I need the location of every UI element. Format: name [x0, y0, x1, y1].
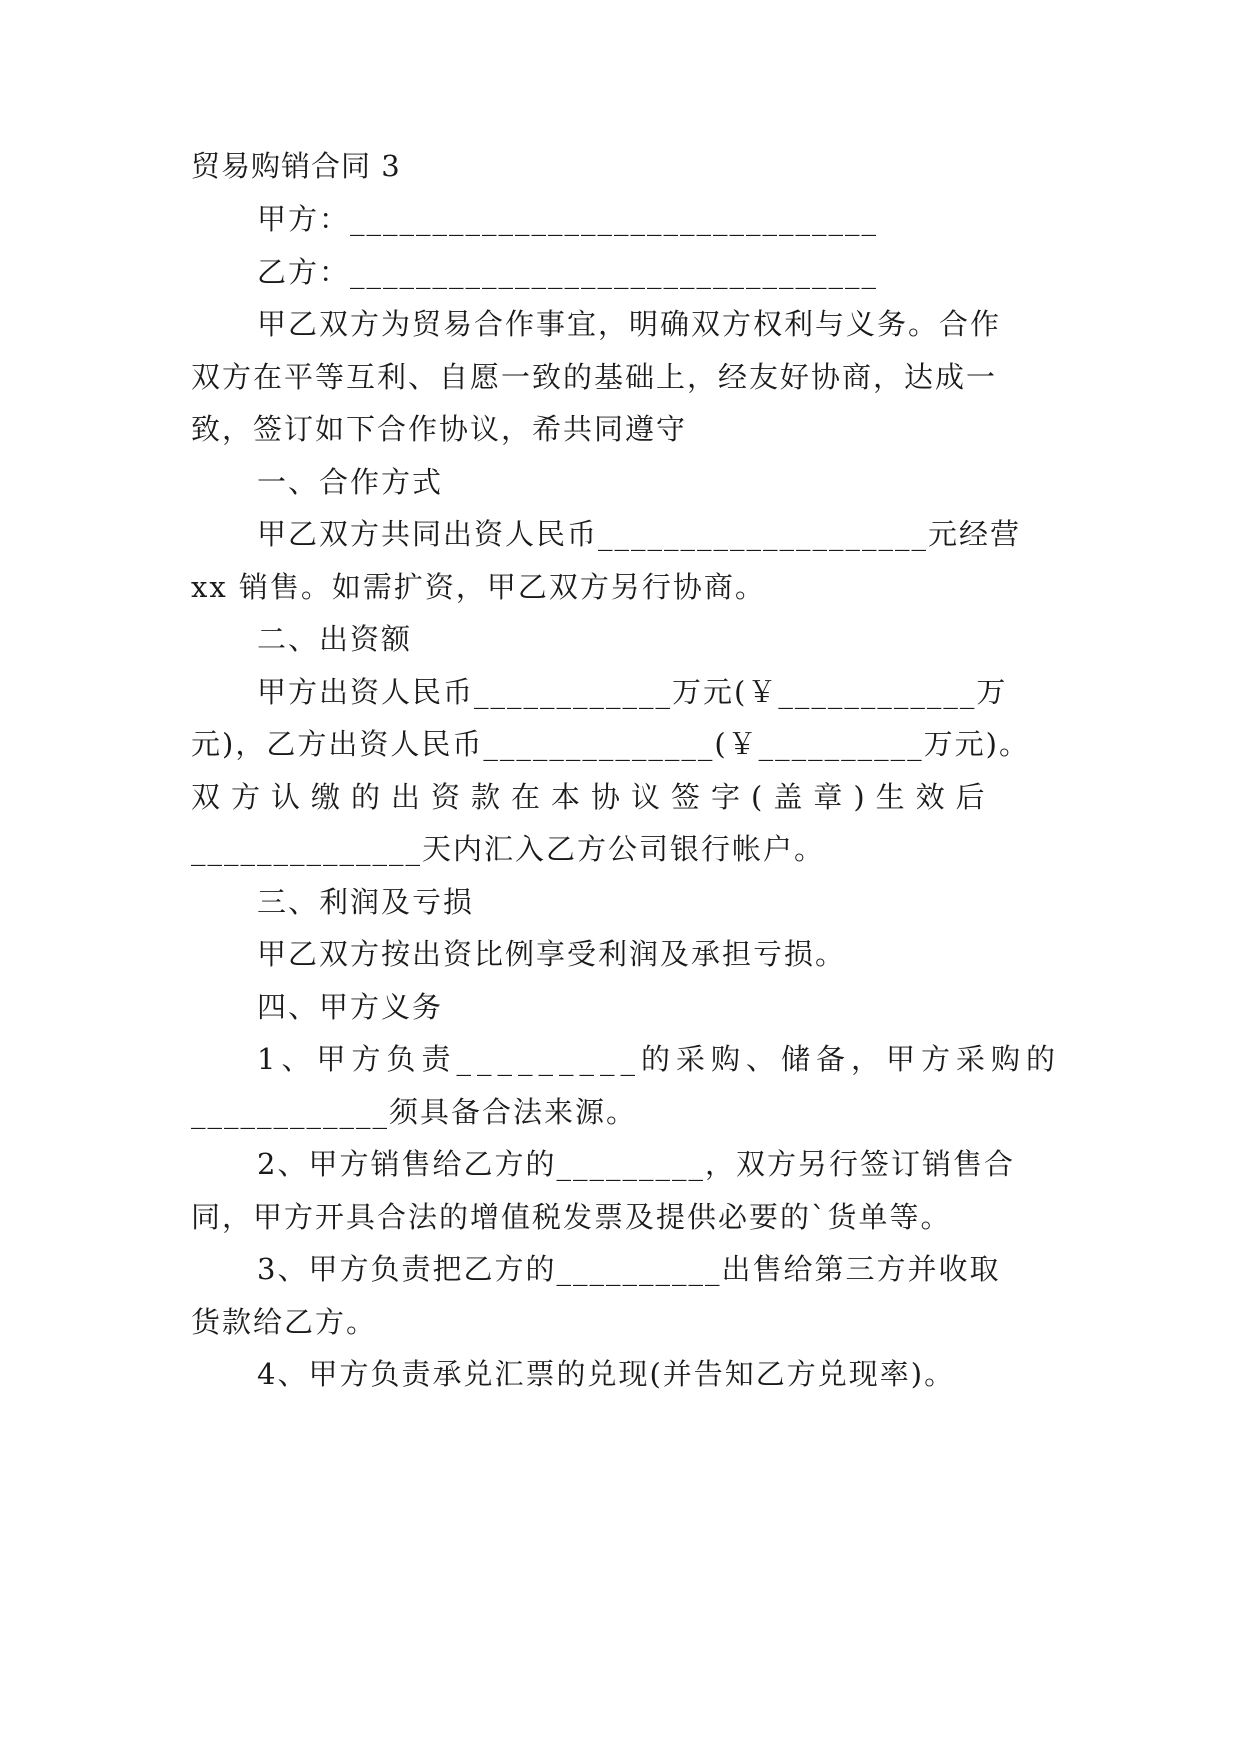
- party-a-line: 甲方：________________________________: [257, 202, 879, 236]
- section4-item-2-line-1: 2、甲方销售给乙方的_________，双方另行签订销售合: [257, 1147, 1015, 1181]
- section2-line-3: 双方认缴的出资款在本协议签字(盖章)生效后: [191, 780, 996, 814]
- section3-line-1: 甲乙双方按出资比例享受利润及承担亏损。: [257, 937, 847, 971]
- preamble-line-2: 双方在平等互利、自愿一致的基础上，经友好协商，达成一: [191, 360, 998, 394]
- section4-item-1-line-1: 1、甲方负责_________的采购、储备，甲方采购的: [257, 1042, 1061, 1076]
- section4-item-1-line-2: ____________须具备合法来源。: [191, 1095, 638, 1129]
- section4-heading: 四、甲方义务: [257, 990, 444, 1024]
- section2-line-2: 元)，乙方出资人民币______________(￥__________万元)。: [191, 727, 1030, 761]
- preamble-line-1: 甲乙双方为贸易合作事宜，明确双方权利与义务。合作: [257, 307, 1002, 341]
- document-title: 贸易购销合同 3: [191, 149, 401, 183]
- section4-item-3-line-2: 货款给乙方。: [191, 1305, 378, 1339]
- section4-item-4-line-1: 4、甲方负责承兑汇票的兑现(并告知乙方兑现率)。: [257, 1357, 956, 1391]
- section1-line-1: 甲乙双方共同出资人民币____________________元经营: [257, 517, 1022, 551]
- section4-item-2-line-2: 同，甲方开具合法的增值税发票及提供必要的`货单等。: [191, 1200, 952, 1234]
- section1-heading: 一、合作方式: [257, 465, 444, 499]
- section2-line-4: ______________天内汇入乙方公司银行帐户。: [191, 832, 826, 866]
- section2-heading: 二、出资额: [257, 622, 413, 656]
- section3-heading: 三、利润及亏损: [257, 885, 475, 919]
- section2-line-1: 甲方出资人民币____________万元(￥____________万: [257, 675, 1008, 709]
- party-b-line: 乙方：________________________________: [257, 255, 879, 289]
- section4-item-3-line-1: 3、甲方负责把乙方的__________出售给第三方并收取: [257, 1252, 1001, 1286]
- preamble-line-3: 致，签订如下合作协议，希共同遵守: [191, 412, 688, 446]
- section1-line-2: xx 销售。如需扩资，甲乙双方另行协商。: [191, 570, 766, 604]
